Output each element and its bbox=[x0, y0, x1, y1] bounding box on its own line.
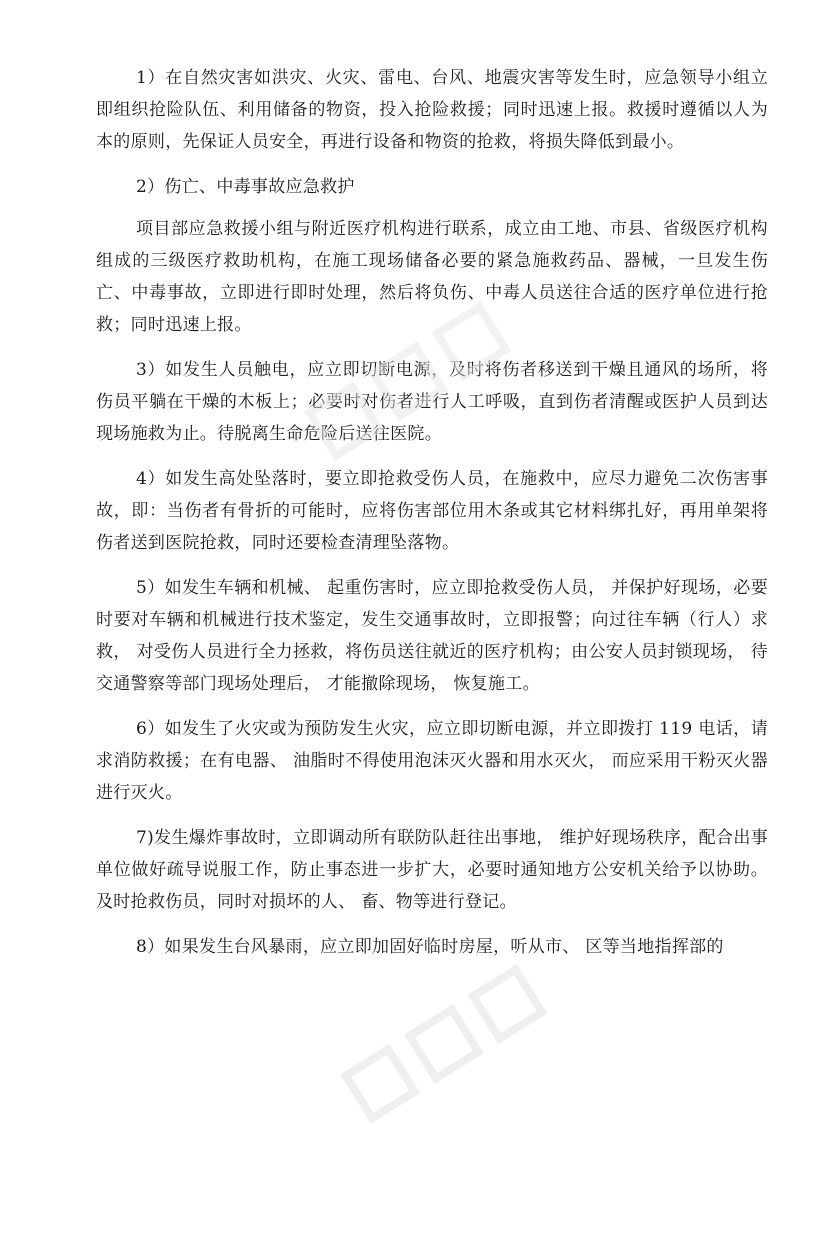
paragraph-explosion: 7)发生爆炸事故时，立即调动所有联防队赶往出事地， 维护好现场秩序，配合出事单位做好疏导说服工作，防止事态进一步扩大，必要时通知地方公安机关给予以协助。 及时抢救伤员，同时对损坏的人、 畜、物等进行登记。 bbox=[96, 828, 768, 912]
paragraph-fire: 6）如发生了火灾或为预防发生火灾，应立即切断电源，并立即拨打 119 电话，请求消防救援；在有电器、 油脂时不得使用泡沫灭火器和用水灭火， 而应采用干粉灭火器进行灭火。 bbox=[96, 719, 768, 803]
paragraph-typhoon: 8）如果发生台风暴雨，应立即加固好临时房屋，听从市、 区等当地指挥部的 bbox=[136, 937, 724, 957]
paragraph-casualty-heading: 2）伤亡、中毒事故应急救护 bbox=[136, 177, 355, 197]
paragraph-natural-disaster: 1）在自然灾害如洪灾、火灾、雷电、台风、地震灾害等发生时，应急领导小组立即组织抢险队伍、利用储备的物资，投入抢险救援；同时迅速上报。救援时遵循以人为本的原则，先保证人员安全，再进行设备和物资的抢救，将损失降低到最小。 bbox=[96, 68, 768, 152]
paragraph-vehicle-machinery: 5）如发生车辆和机械、 起重伤害时，应立即抢救受伤人员， 并保护好现场，必要时要对车辆和机械进行技术鉴定，发生交通事故时，立即报警；向过往车辆（行人）求救， 对受伤人员进行全力拯救，将伤员送往就近的医疗机构；由公安人员封锁现场， 待交通警察等部门现场处理后， 才能撤除现场， 恢复施工。 bbox=[96, 578, 768, 694]
paragraph-electric-shock: 3）如发生人员触电，应立即切断电源，及时将伤者移送到干燥且通风的场所，将伤员平躺在干燥的木板上；必要时对伤者进行人工呼吸，直到伤者清醒或医护人员到达现场施救为止。待脱离生命危险后送往医院。 bbox=[96, 360, 768, 444]
paragraph-medical-network: 项目部应急救援小组与附近医疗机构进行联系，成立由工地、市县、省级医疗机构组成的三级医疗救助机构，在施工现场储备必要的紧急施救药品、器械，一旦发生伤亡、中毒事故，立即进行即时处理，然后将负伤、中毒人员送往合适的医疗单位进行抢救；同时迅速上报。 bbox=[96, 219, 768, 335]
document-page bbox=[96, 62, 768, 976]
paragraph-fall-from-height: 4）如发生高处坠落时，要立即抢救受伤人员，在施救中，应尽力避免二次伤害事故，即：当伤者有骨折的可能时，应将伤害部位用木条或其它材料绑扎好，再用单架将伤者送到医院抢救，同时还要检查清理坠落物。 bbox=[96, 469, 768, 553]
